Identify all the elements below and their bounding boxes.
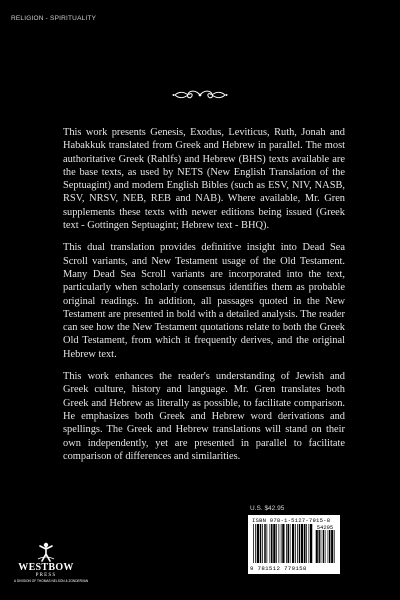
barcode-bar	[281, 524, 282, 563]
barcode-bar	[286, 524, 287, 563]
addon-bar	[325, 530, 326, 563]
addon-bar	[316, 530, 318, 563]
barcode-bar	[255, 524, 256, 563]
price-label: U.S. $42.95	[250, 505, 285, 512]
publisher-press: PRESS	[35, 573, 57, 578]
addon-bar	[323, 530, 324, 563]
barcode-bar	[270, 524, 271, 563]
book-description	[63, 126, 345, 472]
isbn-label: ISBN 978-1-5127-7915-8	[252, 517, 331, 524]
barcode-bar	[267, 524, 268, 563]
barcode-bar	[257, 524, 259, 563]
westbow-figure-icon	[36, 541, 56, 563]
barcode-bar	[271, 524, 273, 563]
barcode-bar	[301, 524, 303, 563]
ean-digits: 9 781512 779158	[250, 565, 307, 572]
barcode-box	[248, 515, 340, 574]
publisher-division: A DIVISION OF THOMAS NELSON & ZONDERVAN	[14, 579, 89, 583]
category-label: RELIGION - SPIRITUALITY	[11, 15, 97, 22]
addon-bar	[329, 530, 330, 563]
addon-digits: 54295	[316, 524, 334, 531]
barcode-bar	[295, 524, 296, 563]
addon-bar	[334, 530, 335, 563]
barcode-bar	[264, 524, 266, 563]
publisher-logo	[14, 541, 89, 583]
addon-bar	[319, 530, 320, 563]
barcode-bar	[292, 524, 294, 563]
description-paragraph-2: This dual translation provides definitive insight into Dead Sea Scroll variants, and New Testament usage of the Old Testament. Many Dead Sea Scroll variants are incorporated into the text, particularly when scholarly consensus identifies them as probable original readings. In addition, all passages quoted in the New Testament are presented in bold with a detailed analysis. The reader can see how the New Testament quotations relate to both the Greek Old Testament, from which it frequently derives, and the original Hebrew text.	[63, 242, 345, 360]
barcode-bar	[299, 524, 301, 563]
barcode-bar	[304, 524, 306, 563]
addon-bar	[331, 530, 333, 563]
barcode-bar	[260, 524, 262, 563]
barcode-bar	[279, 524, 280, 563]
barcode-bar	[306, 524, 307, 563]
barcode-bar	[282, 524, 284, 563]
publisher-name: WESTBOW	[18, 562, 74, 573]
barcode-bar	[288, 524, 290, 563]
barcode-bar	[290, 524, 291, 563]
barcode-bar	[297, 524, 298, 563]
flourish-divider-icon	[172, 88, 228, 102]
addon-bar	[321, 530, 322, 563]
barcode-bar	[273, 524, 275, 563]
barcode-bar	[262, 524, 263, 563]
barcode-bar	[276, 524, 277, 563]
barcode-bars	[251, 524, 337, 565]
description-paragraph-1: This work presents Genesis, Exodus, Leviticus, Ruth, Jonah and Habakkuk translated from Greek and Hebrew in parallel. The most authoritative Greek (Rahlfs) and Hebrew (BHS) texts available are the base texts, as used by NETS (New English Translation of the Septuagint) and modern English Bibles (such as ESV, NIV, NASB, RSV, NRSV, NEB, REB and NAB). Where available, Mr. Gren supplements these texts with newer editions being issued (Greek text - Gottingen Septuagint; Hebrew text - BHQ).	[63, 127, 345, 232]
addon-bar	[328, 530, 329, 563]
barcode-bar	[310, 524, 312, 563]
barcode-bar	[309, 524, 310, 563]
description-paragraph-3: This work enhances the reader's understanding of Jewish and Greek culture, history and language. Mr. Gren translates both Greek and Hebrew as literally as possible, to facilitate comparison. He emphasizes both Greek and Hebrew word derivations and spellings. The Greek and Hebrew translations will stand on their own independently, yet are presented in parallel to facilitate comparison of differences and similarities.	[63, 371, 345, 462]
barcode-bar	[253, 524, 254, 563]
